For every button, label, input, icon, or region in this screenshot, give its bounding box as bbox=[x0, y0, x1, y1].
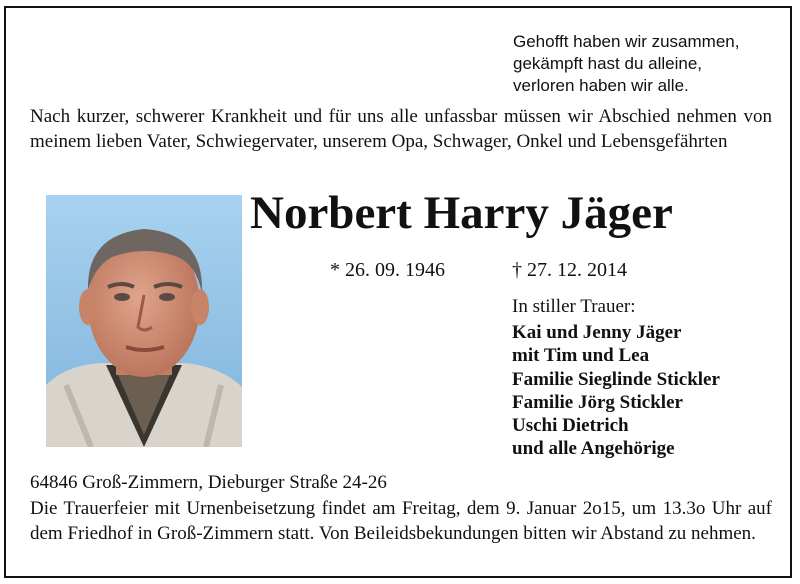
quote-block bbox=[513, 31, 783, 97]
mourners-list bbox=[512, 321, 720, 461]
mourner-name: und alle Angehörige bbox=[512, 438, 675, 460]
mourner-name: mit Tim und Lea bbox=[512, 345, 650, 367]
death-date: † 27. 12. 2014 bbox=[512, 259, 627, 281]
birth-date: * 26. 09. 1946 bbox=[330, 259, 445, 281]
mourner-name: Uschi Dietrich bbox=[512, 415, 629, 437]
quote-line: Gehofft haben wir zusammen, bbox=[513, 32, 740, 51]
mourner-name: Familie Sieglinde Stickler bbox=[512, 368, 720, 390]
family-address: 64846 Groß-Zimmern, Dieburger Straße 24-26 bbox=[30, 472, 387, 493]
quote-line: verloren haben wir alle. bbox=[513, 76, 689, 95]
mourning-intro: In stiller Trauer: bbox=[512, 296, 636, 317]
deceased-name: Norbert Harry Jäger bbox=[250, 187, 673, 239]
portrait-photo bbox=[46, 195, 242, 447]
intro-paragraph: Nach kurzer, schwerer Krankheit und für uns alle unfassbar müssen wir Abschied nehmen von meinem lieben Vater, Schwiegervater, unserem Opa, Schwager, Onkel und Lebensgefährten bbox=[30, 106, 772, 152]
mourner-name: Familie Jörg Stickler bbox=[512, 391, 683, 413]
mourner-name: Kai und Jenny Jäger bbox=[512, 322, 682, 343]
quote-line: gekämpft hast du alleine, bbox=[513, 54, 703, 73]
funeral-service-text: Die Trauerfeier mit Urnenbeisetzung findet am Freitag, dem 9. Januar 2o15, um 13.3o Uhr auf dem Friedhof in Groß-Zimmern statt. Von Beileidsbekundungen bitten wir Abstand zu nehmen. bbox=[30, 498, 772, 544]
